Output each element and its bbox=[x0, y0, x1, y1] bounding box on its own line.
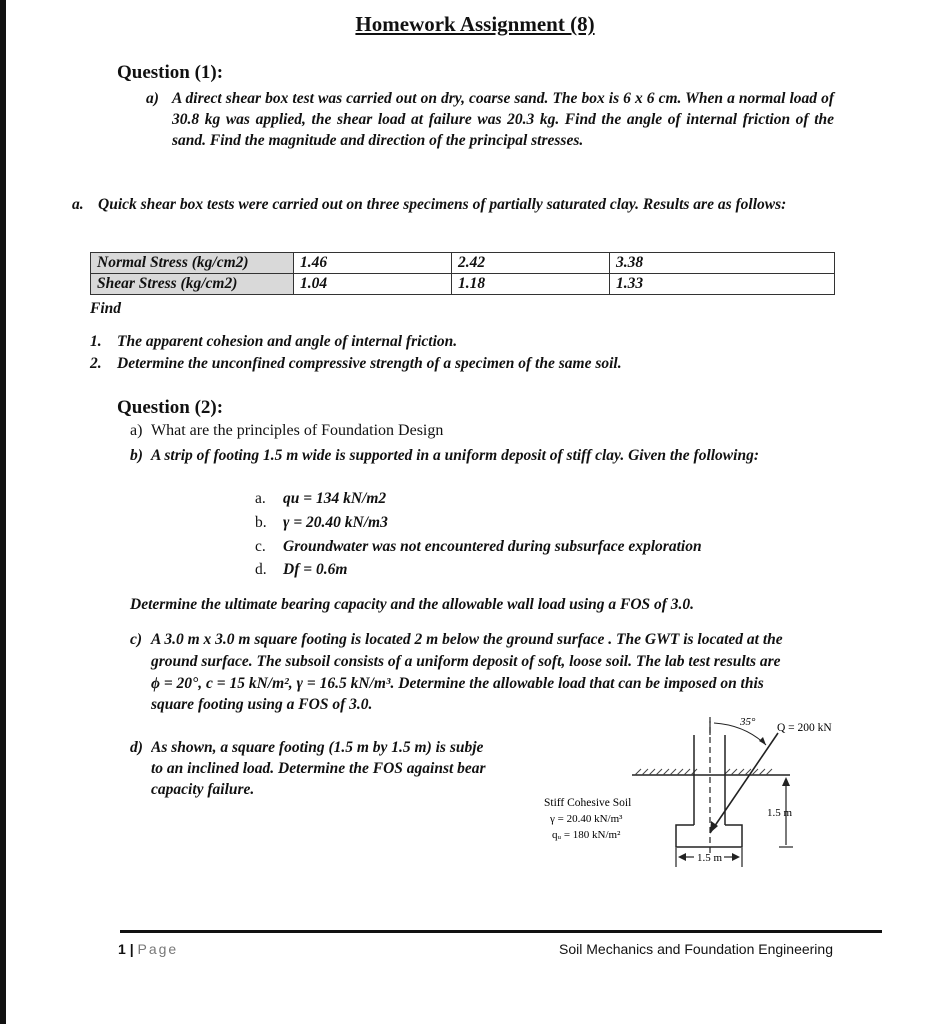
q2-b-text: A strip of footing 1.5 m wide is supported in a uniform deposit of stiff clay. Given the following: bbox=[151, 447, 759, 464]
table-cell: 1.04 bbox=[294, 274, 452, 295]
footing-diagram bbox=[530, 705, 860, 880]
question-2-heading: Question (2): bbox=[117, 397, 224, 418]
q1-b-marker: a. bbox=[72, 196, 84, 213]
table-cell: 1.46 bbox=[294, 253, 452, 274]
q2-c-line3: ϕ = 20°, c = 15 kN/m², γ = 16.5 kN/m³. Determine the allowable load that can be imposed on this bbox=[151, 675, 764, 692]
given-a-num: a. bbox=[255, 490, 266, 507]
table-row bbox=[91, 253, 835, 274]
q2-c-line1: A 3.0 m x 3.0 m square footing is located 2 m below the ground surface . The GWT is located at the bbox=[151, 631, 783, 648]
given-d-num: d. bbox=[255, 561, 267, 578]
q2-a-text: What are the principles of Foundation Design bbox=[151, 422, 444, 439]
table-cell: 1.33 bbox=[610, 274, 835, 295]
page-separator: | bbox=[129, 941, 134, 957]
given-b-text: γ = 20.40 kN/m3 bbox=[283, 514, 388, 531]
q2-a-marker: a) bbox=[130, 422, 143, 439]
ground-surface bbox=[632, 769, 790, 775]
q2-d-line3: capacity failure. bbox=[151, 781, 255, 798]
find-item-1-num: 1. bbox=[90, 333, 102, 350]
q2-c-marker: c) bbox=[130, 631, 143, 648]
q2-d-line2: to an inclined load. Determine the FOS against bear bbox=[151, 760, 486, 777]
given-a-text: qu = 134 kN/m2 bbox=[283, 490, 387, 507]
given-c-text: Groundwater was not encountered during subsurface exploration bbox=[283, 538, 702, 555]
q2-c-line2: ground surface. The subsoil consists of a uniform deposit of soft, loose soil. The lab test results are bbox=[151, 653, 781, 670]
footer-rule bbox=[120, 930, 882, 933]
table-row-label: Normal Stress (kg/cm2) bbox=[91, 253, 294, 274]
q1-b-text: Quick shear box tests were carried out on three specimens of partially saturated clay. Results are as follows: bbox=[98, 196, 787, 213]
given-c-num: c. bbox=[255, 538, 266, 555]
width-label: 1.5 m bbox=[697, 852, 723, 864]
soil-qu: qᵤ = 180 kN/m² bbox=[552, 829, 621, 841]
q2-b-marker: b) bbox=[130, 447, 143, 464]
find-label: Find bbox=[90, 300, 122, 317]
stress-results-table bbox=[90, 252, 835, 295]
angle-label: 35° bbox=[740, 716, 756, 728]
table-cell: 3.38 bbox=[610, 253, 835, 274]
soil-name: Stiff Cohesive Soil bbox=[544, 797, 632, 809]
q2-d-line1: As shown, a square footing (1.5 m by 1.5 m) is subje bbox=[151, 739, 484, 756]
given-d-text: Df = 0.6m bbox=[283, 561, 348, 578]
page-title: Homework Assignment (8) bbox=[355, 12, 595, 36]
load-label: Q = 200 kN bbox=[777, 722, 832, 734]
find-item-2-num: 2. bbox=[90, 355, 102, 372]
q2-c-line4: square footing using a FOS of 3.0. bbox=[151, 696, 373, 713]
table-row bbox=[91, 274, 835, 295]
table-row-label: Shear Stress (kg/cm2) bbox=[91, 274, 294, 295]
table-cell: 2.42 bbox=[452, 253, 610, 274]
page-number: 1 bbox=[118, 941, 126, 957]
q1-a-text: A direct shear box test was carried out on dry, coarse sand. The box is 6 x 6 cm. When a normal load of 30.8 kg was applied, the shear load at failure was 20.3 kg. Find the angle of internal friction of the sand. Find the magnitude and direction of the principal stresses. bbox=[172, 90, 834, 149]
depth-label: 1.5 m bbox=[767, 807, 793, 819]
page-number-footer bbox=[118, 941, 178, 957]
left-border bbox=[0, 0, 6, 1024]
question-1-heading: Question (1): bbox=[117, 62, 224, 83]
page-word: Page bbox=[137, 941, 179, 957]
find-item-2-text: Determine the unconfined compressive strength of a specimen of the same soil. bbox=[117, 355, 622, 372]
determine-text: Determine the ultimate bearing capacity and the allowable wall load using a FOS of 3.0. bbox=[130, 596, 695, 613]
footing-shape bbox=[676, 735, 742, 847]
soil-gamma: γ = 20.40 kN/m³ bbox=[550, 813, 623, 825]
course-name: Soil Mechanics and Foundation Engineering bbox=[559, 941, 833, 957]
q2-d-marker: d) bbox=[130, 739, 143, 756]
given-b-num: b. bbox=[255, 514, 267, 531]
table-cell: 1.18 bbox=[452, 274, 610, 295]
q1-a-marker: a) bbox=[146, 90, 159, 107]
find-item-1-text: The apparent cohesion and angle of internal friction. bbox=[117, 333, 458, 350]
